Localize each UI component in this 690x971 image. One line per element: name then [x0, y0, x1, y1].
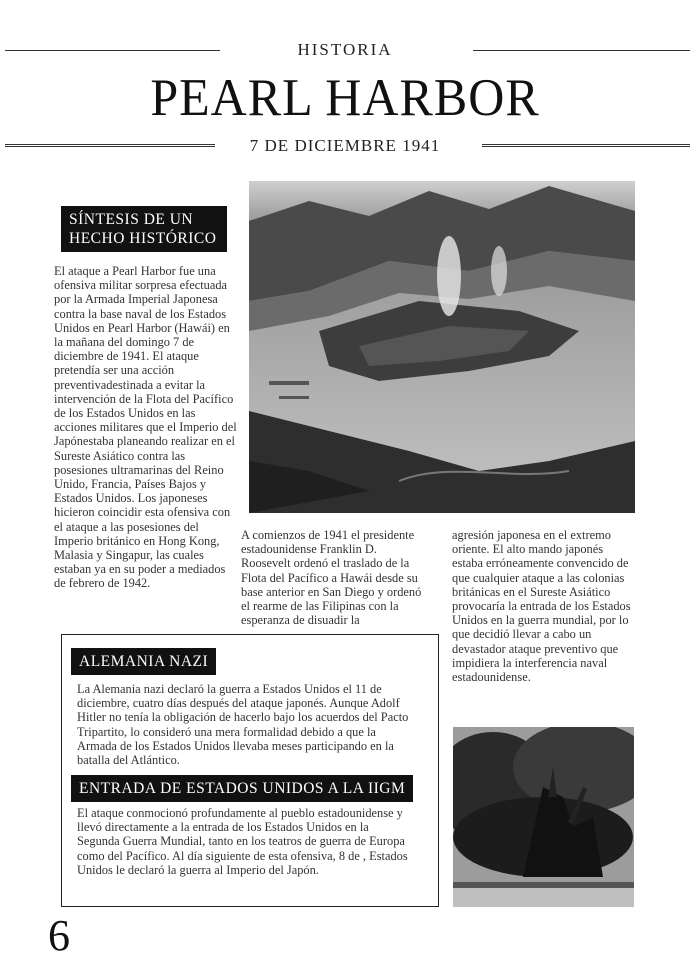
- right-column-text: agresión japonesa en el extremo oriente. El alto mando japonés estaba erróneamente convencido de que cualquier ataque a las colonias británicas en el Sureste Asiático provocaría la entrada de los Estados Unidos en la guerra mundial, por lo que decidió llevar a cabo un devastador ataque preventivo que impidiera la interferencia naval estadounidense.: [452, 528, 631, 685]
- sintesis-label: [61, 206, 227, 252]
- page-number: 6: [48, 911, 70, 960]
- alemania-label: ALEMANIA NAZI: [71, 648, 216, 675]
- pearl-harbor-aerial-photo: [249, 181, 635, 513]
- aerial-photo-svg: [249, 181, 635, 513]
- alemania-text: La Alemania nazi declaró la guerra a Estados Unidos el 11 de diciembre, cuatro días después del ataque japonés. Aunque Adolf Hitler no tenía la obligación de hacerlo bajo los acuerdos del Pacto Tripartito, lo consideró una mera formalidad debido a que la Armada de los Estados Unidos llevaba meses participando en la batalla del Atlántico.: [77, 682, 409, 768]
- middle-column-text: A comienzos de 1941 el presidente estadounidense Franklin D. Roosevelt ordenó el traslado de la Flota del Pacífico a Hawái desde su base anterior en San Diego y ordenó el rearme de las Filipinas con la esperanza de disuadir la: [241, 528, 422, 628]
- burning-ship-photo: [453, 727, 634, 907]
- event-date: 7 DE DICIEMBRE 1941: [249, 136, 441, 155]
- sintesis-text: El ataque a Pearl Harbor fue una ofensiva militar sorpresa efectuada por la Armada Imperial Japonesa contra la base naval de los Estados Unidos en Pearl Harbor (Hawái) en la mañana del domingo 7 de diciembre de 1941. El ataque pretendía ser una acción preventivadestinada a evitar la intervención de la Flota del Pacífico de los Estados Unidos en las acciones militares que el Imperio del Japónestaba planeando realizar en el Sureste Asiático contra las posesiones ultramarinas del Reino Unido, Francia, Países Bajos y Estados Unidos. Los japoneses hicieron coincidir esta ofensiva con el ataque a las posesiones del Imperio británico en Hong Kong, Malasia y Singapur, las cuales estaban ya en su poder a mediados de febrero de 1942.: [54, 264, 237, 591]
- entrada-text: El ataque conmocionó profundamente al pueblo estadounidense y llevó directamente a la entrada de los Estados Unidos en la Segunda Guerra Mundial, tanto en los teatros de guerra de Europa como del Pacífico. Al día siguiente de esta ofensiva, 8 de , Estados Unidos le declaró la guerra al Imperio del Japón.: [77, 806, 408, 877]
- section-kicker: HISTORIA: [297, 40, 393, 59]
- sintesis-label-line2: HECHO HISTÓRICO: [69, 230, 217, 247]
- ship-photo-svg: [453, 727, 634, 907]
- page-title: PEARL HARBOR: [150, 67, 540, 127]
- sintesis-label-line1: SÍNTESIS DE UN: [69, 211, 194, 228]
- entrada-label: ENTRADA DE ESTADOS UNIDOS A LA IIGM: [71, 775, 413, 802]
